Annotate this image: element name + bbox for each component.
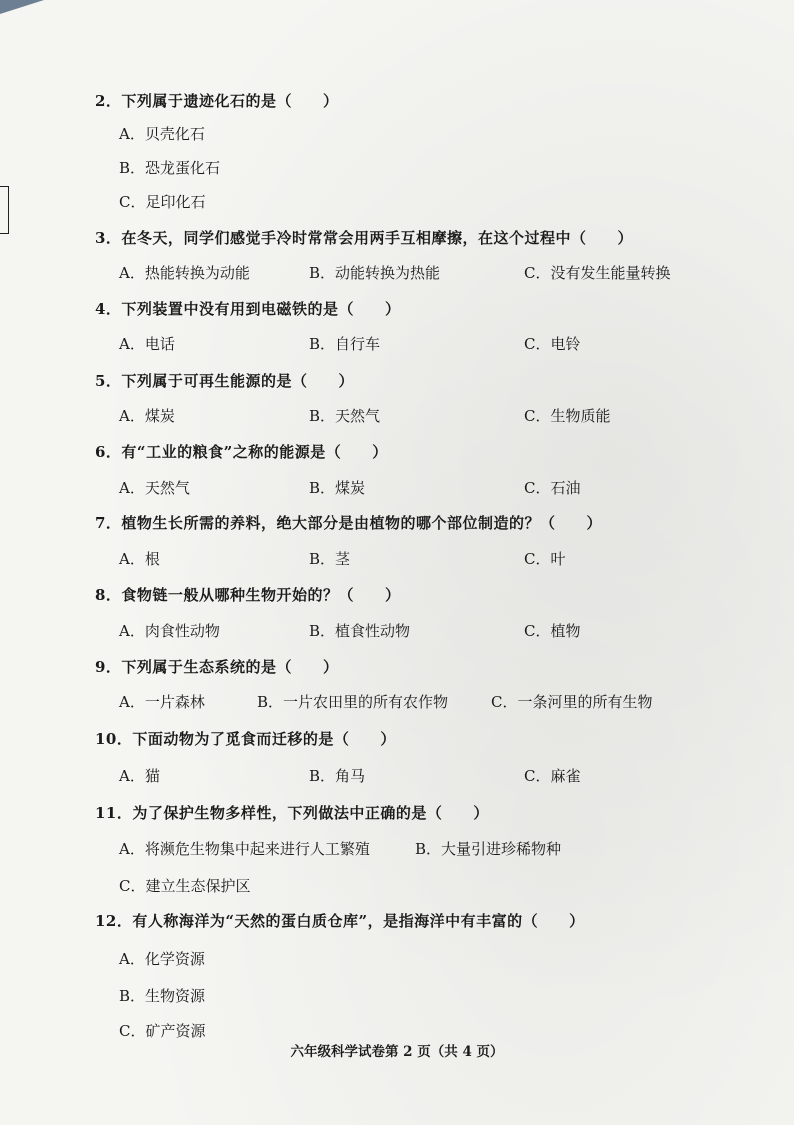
question-5-option-c: C．生物质能 <box>524 407 611 425</box>
question-2-stem: 2．下列属于遗迹化石的是（ ） <box>95 92 339 110</box>
question-3-option-a: A．热能转换为动能 <box>119 264 250 282</box>
question-9-stem: 9．下列属于生态系统的是（ ） <box>95 658 339 676</box>
question-4-option-a: A．电话 <box>119 335 175 353</box>
binding-bracket <box>0 186 9 234</box>
question-7-option-a: A．根 <box>119 550 160 568</box>
question-3-option-c: C．没有发生能量转换 <box>524 264 671 282</box>
question-10-option-b: B．角马 <box>309 767 366 785</box>
question-12-option-a: A．化学资源 <box>119 950 205 968</box>
question-11-stem: 11．为了保护生物多样性，下列做法中正确的是（ ） <box>95 804 489 822</box>
question-5-option-b: B．天然气 <box>309 407 381 425</box>
question-12-option-b: B．生物资源 <box>119 987 206 1005</box>
question-7-stem: 7．植物生长所需的养料，绝大部分是由植物的哪个部位制造的？（ ） <box>95 514 602 532</box>
question-10-option-a: A．猫 <box>119 767 160 785</box>
question-7-option-c: C．叶 <box>524 550 566 568</box>
question-8-stem: 8．食物链一般从哪种生物开始的？（ ） <box>95 586 401 604</box>
question-12-stem: 12．有人称海洋为“天然的蛋白质仓库”，是指海洋中有丰富的（ ） <box>95 912 585 930</box>
question-9-option-a: A．一片森林 <box>119 693 205 711</box>
question-3-option-b: B．动能转换为热能 <box>309 264 441 282</box>
question-6-option-a: A．天然气 <box>119 479 190 497</box>
question-2-option-c: C．足印化石 <box>119 193 206 211</box>
question-10-stem: 10．下面动物为了觅食而迁移的是（ ） <box>95 730 396 748</box>
question-7-option-b: B．茎 <box>309 550 351 568</box>
question-6-stem: 6．有“工业的粮食”之称的能源是（ ） <box>95 443 388 461</box>
question-4-stem: 4．下列装置中没有用到电磁铁的是（ ） <box>95 300 401 318</box>
question-10-option-c: C．麻雀 <box>524 767 581 785</box>
question-6-option-c: C．石油 <box>524 479 581 497</box>
question-6-option-b: B．煤炭 <box>309 479 366 497</box>
question-11-option-a: A．将濒危生物集中起来进行人工繁殖 <box>119 840 370 858</box>
question-4-option-c: C．电铃 <box>524 335 581 353</box>
question-11-option-b: B．大量引进珍稀物种 <box>415 840 562 858</box>
question-2-option-a: A．贝壳化石 <box>119 125 205 143</box>
question-2-option-b: B．恐龙蛋化石 <box>119 159 221 177</box>
question-8-option-c: C．植物 <box>524 622 581 640</box>
question-4-option-b: B．自行车 <box>309 335 381 353</box>
question-8-option-b: B．植食性动物 <box>309 622 411 640</box>
question-9-option-c: C．一条河里的所有生物 <box>491 693 653 711</box>
question-8-option-a: A．肉食性动物 <box>119 622 220 640</box>
page-footer: 六年级科学试卷第 2 页（共 4 页） <box>290 1044 504 1060</box>
question-12-option-c: C．矿产资源 <box>119 1022 206 1040</box>
question-5-stem: 5．下列属于可再生能源的是（ ） <box>95 372 354 390</box>
question-3-stem: 3．在冬天，同学们感觉手冷时常常会用两手互相摩擦，在这个过程中（ ） <box>95 229 633 247</box>
question-5-option-a: A．煤炭 <box>119 407 175 425</box>
question-9-option-b: B．一片农田里的所有农作物 <box>257 693 449 711</box>
question-11-option-c: C．建立生态保护区 <box>119 877 251 895</box>
page-corner-fold <box>0 0 44 14</box>
